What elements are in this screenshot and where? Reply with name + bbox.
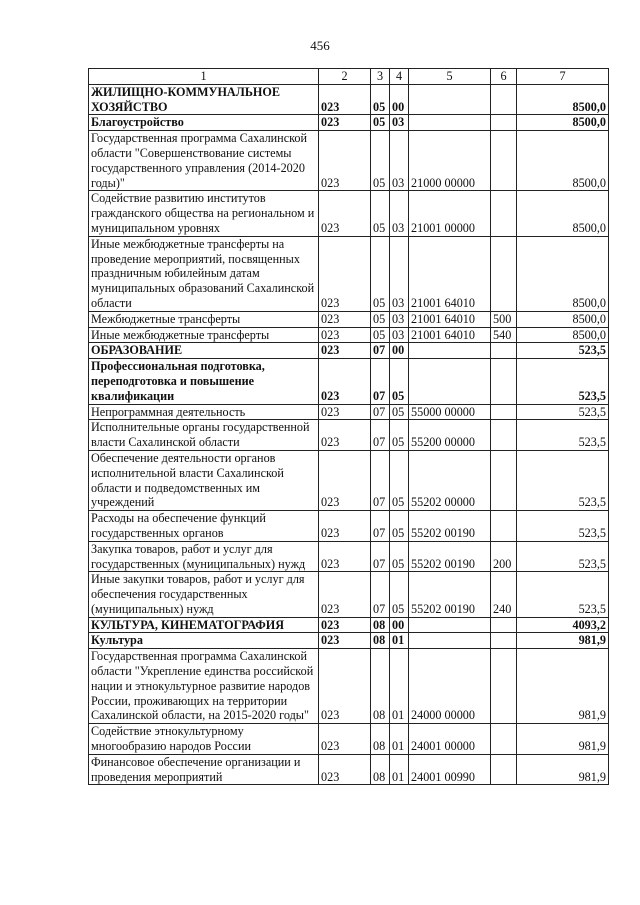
item-name: Обеспечение деятельности органов исполнительной власти Сахалинской области и подведомственных им учреждений <box>89 450 319 510</box>
amount: 523,5 <box>517 450 609 510</box>
item-name: ЖИЛИЩНО-КОММУНАЛЬНОЕ ХОЗЯЙСТВО <box>89 84 319 115</box>
target-article-code: 21001 64010 <box>409 236 491 311</box>
item-name: Благоустройство <box>89 115 319 131</box>
table-row <box>89 115 609 131</box>
item-name: Государственная программа Сахалинской области "Укрепление единства российской нации и этнокультурное развитие народов России, проживающих на территории Сахалинской области, на 2015-2020 годы" <box>89 649 319 724</box>
table-row <box>89 359 609 404</box>
table-row <box>89 84 609 115</box>
amount: 8500,0 <box>517 84 609 115</box>
item-name: Иные закупки товаров, работ и услуг для обеспечения государственных (муниципальных) нужд <box>89 572 319 617</box>
grbs-code: 023 <box>319 633 371 649</box>
grbs-code: 023 <box>319 236 371 311</box>
item-name: Закупка товаров, работ и услуг для государственных (муниципальных) нужд <box>89 541 319 572</box>
grbs-code: 023 <box>319 115 371 131</box>
section-code: 07 <box>371 511 390 542</box>
target-article-code: 55202 00190 <box>409 511 491 542</box>
section-code: 07 <box>371 450 390 510</box>
header-cell: 6 <box>491 69 517 85</box>
table-row <box>89 633 609 649</box>
expense-type-code <box>491 84 517 115</box>
table-row <box>89 724 609 755</box>
grbs-code: 023 <box>319 724 371 755</box>
item-name: Непрограммная деятельность <box>89 404 319 420</box>
target-article-code: 24000 00000 <box>409 649 491 724</box>
amount: 523,5 <box>517 572 609 617</box>
section-code: 08 <box>371 724 390 755</box>
grbs-code: 023 <box>319 420 371 451</box>
amount: 523,5 <box>517 541 609 572</box>
amount: 8500,0 <box>517 115 609 131</box>
target-article-code <box>409 84 491 115</box>
amount: 8500,0 <box>517 191 609 236</box>
item-name: Исполнительные органы государственной власти Сахалинской области <box>89 420 319 451</box>
target-article-code: 21001 64010 <box>409 311 491 327</box>
subsection-code: 00 <box>390 84 409 115</box>
amount: 523,5 <box>517 404 609 420</box>
item-name: Расходы на обеспечение функций государственных органов <box>89 511 319 542</box>
amount: 4093,2 <box>517 617 609 633</box>
header-row <box>89 69 609 85</box>
grbs-code: 023 <box>319 541 371 572</box>
header-cell: 3 <box>371 69 390 85</box>
grbs-code: 023 <box>319 404 371 420</box>
amount: 981,9 <box>517 754 609 785</box>
header-cell: 4 <box>390 69 409 85</box>
item-name: ОБРАЗОВАНИЕ <box>89 343 319 359</box>
subsection-code: 05 <box>390 541 409 572</box>
section-code: 07 <box>371 359 390 404</box>
section-code: 07 <box>371 572 390 617</box>
item-name: Иные межбюджетные трансферты <box>89 327 319 343</box>
target-article-code: 55000 00000 <box>409 404 491 420</box>
table-row <box>89 191 609 236</box>
target-article-code: 21001 00000 <box>409 191 491 236</box>
amount: 8500,0 <box>517 327 609 343</box>
item-name: Государственная программа Сахалинской области "Совершенствование системы государственного управления (2014-2020 годы)" <box>89 131 319 191</box>
subsection-code: 00 <box>390 343 409 359</box>
subsection-code: 01 <box>390 724 409 755</box>
table-row <box>89 404 609 420</box>
section-code: 08 <box>371 633 390 649</box>
grbs-code: 023 <box>319 327 371 343</box>
amount: 523,5 <box>517 511 609 542</box>
table-row <box>89 541 609 572</box>
table-row <box>89 311 609 327</box>
subsection-code: 03 <box>390 327 409 343</box>
section-code: 05 <box>371 115 390 131</box>
subsection-code: 05 <box>390 450 409 510</box>
target-article-code: 24001 00990 <box>409 754 491 785</box>
subsection-code: 05 <box>390 572 409 617</box>
target-article-code: 55200 00000 <box>409 420 491 451</box>
expense-type-code <box>491 633 517 649</box>
table-row <box>89 236 609 311</box>
section-code: 05 <box>371 236 390 311</box>
section-code: 08 <box>371 617 390 633</box>
section-code: 08 <box>371 754 390 785</box>
section-code: 05 <box>371 327 390 343</box>
amount: 523,5 <box>517 420 609 451</box>
subsection-code: 03 <box>390 236 409 311</box>
amount: 981,9 <box>517 633 609 649</box>
table-row <box>89 131 609 191</box>
header-cell: 5 <box>409 69 491 85</box>
expense-type-code <box>491 649 517 724</box>
grbs-code: 023 <box>319 617 371 633</box>
section-code: 08 <box>371 649 390 724</box>
subsection-code: 05 <box>390 511 409 542</box>
grbs-code: 023 <box>319 572 371 617</box>
target-article-code: 55202 00190 <box>409 541 491 572</box>
expense-type-code <box>491 724 517 755</box>
grbs-code: 023 <box>319 359 371 404</box>
expense-type-code: 540 <box>491 327 517 343</box>
target-article-code: 24001 00000 <box>409 724 491 755</box>
expense-type-code: 200 <box>491 541 517 572</box>
header-cell: 7 <box>517 69 609 85</box>
target-article-code: 55202 00000 <box>409 450 491 510</box>
expense-type-code <box>491 131 517 191</box>
subsection-code: 05 <box>390 404 409 420</box>
table-row <box>89 327 609 343</box>
amount: 8500,0 <box>517 131 609 191</box>
table-row <box>89 511 609 542</box>
grbs-code: 023 <box>319 754 371 785</box>
section-code: 07 <box>371 420 390 451</box>
grbs-code: 023 <box>319 343 371 359</box>
subsection-code: 03 <box>390 311 409 327</box>
item-name: Содействие развитию институтов гражданского общества на региональном и муниципальном уровнях <box>89 191 319 236</box>
amount: 523,5 <box>517 359 609 404</box>
section-code: 07 <box>371 404 390 420</box>
item-name: КУЛЬТУРА, КИНЕМАТОГРАФИЯ <box>89 617 319 633</box>
target-article-code <box>409 343 491 359</box>
expense-type-code <box>491 115 517 131</box>
amount: 523,5 <box>517 343 609 359</box>
target-article-code: 21000 00000 <box>409 131 491 191</box>
subsection-code: 03 <box>390 131 409 191</box>
table-row <box>89 617 609 633</box>
grbs-code: 023 <box>319 649 371 724</box>
subsection-code: 01 <box>390 754 409 785</box>
subsection-code: 00 <box>390 617 409 633</box>
item-name: Иные межбюджетные трансферты на проведение мероприятий, посвященных праздничным юбилейным датам муниципальных образований Сахалинской области <box>89 236 319 311</box>
expense-type-code <box>491 359 517 404</box>
item-name: Содействие этнокультурному многообразию народов России <box>89 724 319 755</box>
expense-type-code <box>491 617 517 633</box>
target-article-code: 21001 64010 <box>409 327 491 343</box>
grbs-code: 023 <box>319 511 371 542</box>
subsection-code: 03 <box>390 115 409 131</box>
header-cell: 1 <box>89 69 319 85</box>
expense-type-code <box>491 191 517 236</box>
table-row <box>89 450 609 510</box>
section-code: 05 <box>371 191 390 236</box>
amount: 981,9 <box>517 649 609 724</box>
expense-type-code <box>491 236 517 311</box>
expense-type-code: 240 <box>491 572 517 617</box>
target-article-code <box>409 633 491 649</box>
header-cell: 2 <box>319 69 371 85</box>
section-code: 07 <box>371 343 390 359</box>
expense-type-code <box>491 420 517 451</box>
subsection-code: 01 <box>390 633 409 649</box>
expense-type-code <box>491 450 517 510</box>
expense-type-code <box>491 754 517 785</box>
budget-table <box>88 68 609 785</box>
section-code: 05 <box>371 311 390 327</box>
table-row <box>89 572 609 617</box>
table-row <box>89 420 609 451</box>
item-name: Межбюджетные трансферты <box>89 311 319 327</box>
grbs-code: 023 <box>319 191 371 236</box>
grbs-code: 023 <box>319 131 371 191</box>
subsection-code: 05 <box>390 359 409 404</box>
amount: 8500,0 <box>517 311 609 327</box>
expense-type-code <box>491 343 517 359</box>
amount: 8500,0 <box>517 236 609 311</box>
section-code: 05 <box>371 131 390 191</box>
grbs-code: 023 <box>319 311 371 327</box>
target-article-code <box>409 617 491 633</box>
item-name: Профессиональная подготовка, переподготовка и повышение квалификации <box>89 359 319 404</box>
item-name: Финансовое обеспечение организации и проведения мероприятий <box>89 754 319 785</box>
grbs-code: 023 <box>319 84 371 115</box>
page-number: 456 <box>310 38 330 53</box>
table-row <box>89 649 609 724</box>
target-article-code: 55202 00190 <box>409 572 491 617</box>
target-article-code <box>409 115 491 131</box>
subsection-code: 01 <box>390 649 409 724</box>
table-row <box>89 343 609 359</box>
target-article-code <box>409 359 491 404</box>
subsection-code: 05 <box>390 420 409 451</box>
table-row <box>89 754 609 785</box>
subsection-code: 03 <box>390 191 409 236</box>
amount: 981,9 <box>517 724 609 755</box>
expense-type-code <box>491 511 517 542</box>
expense-type-code <box>491 404 517 420</box>
item-name: Культура <box>89 633 319 649</box>
grbs-code: 023 <box>319 450 371 510</box>
expense-type-code: 500 <box>491 311 517 327</box>
section-code: 07 <box>371 541 390 572</box>
section-code: 05 <box>371 84 390 115</box>
